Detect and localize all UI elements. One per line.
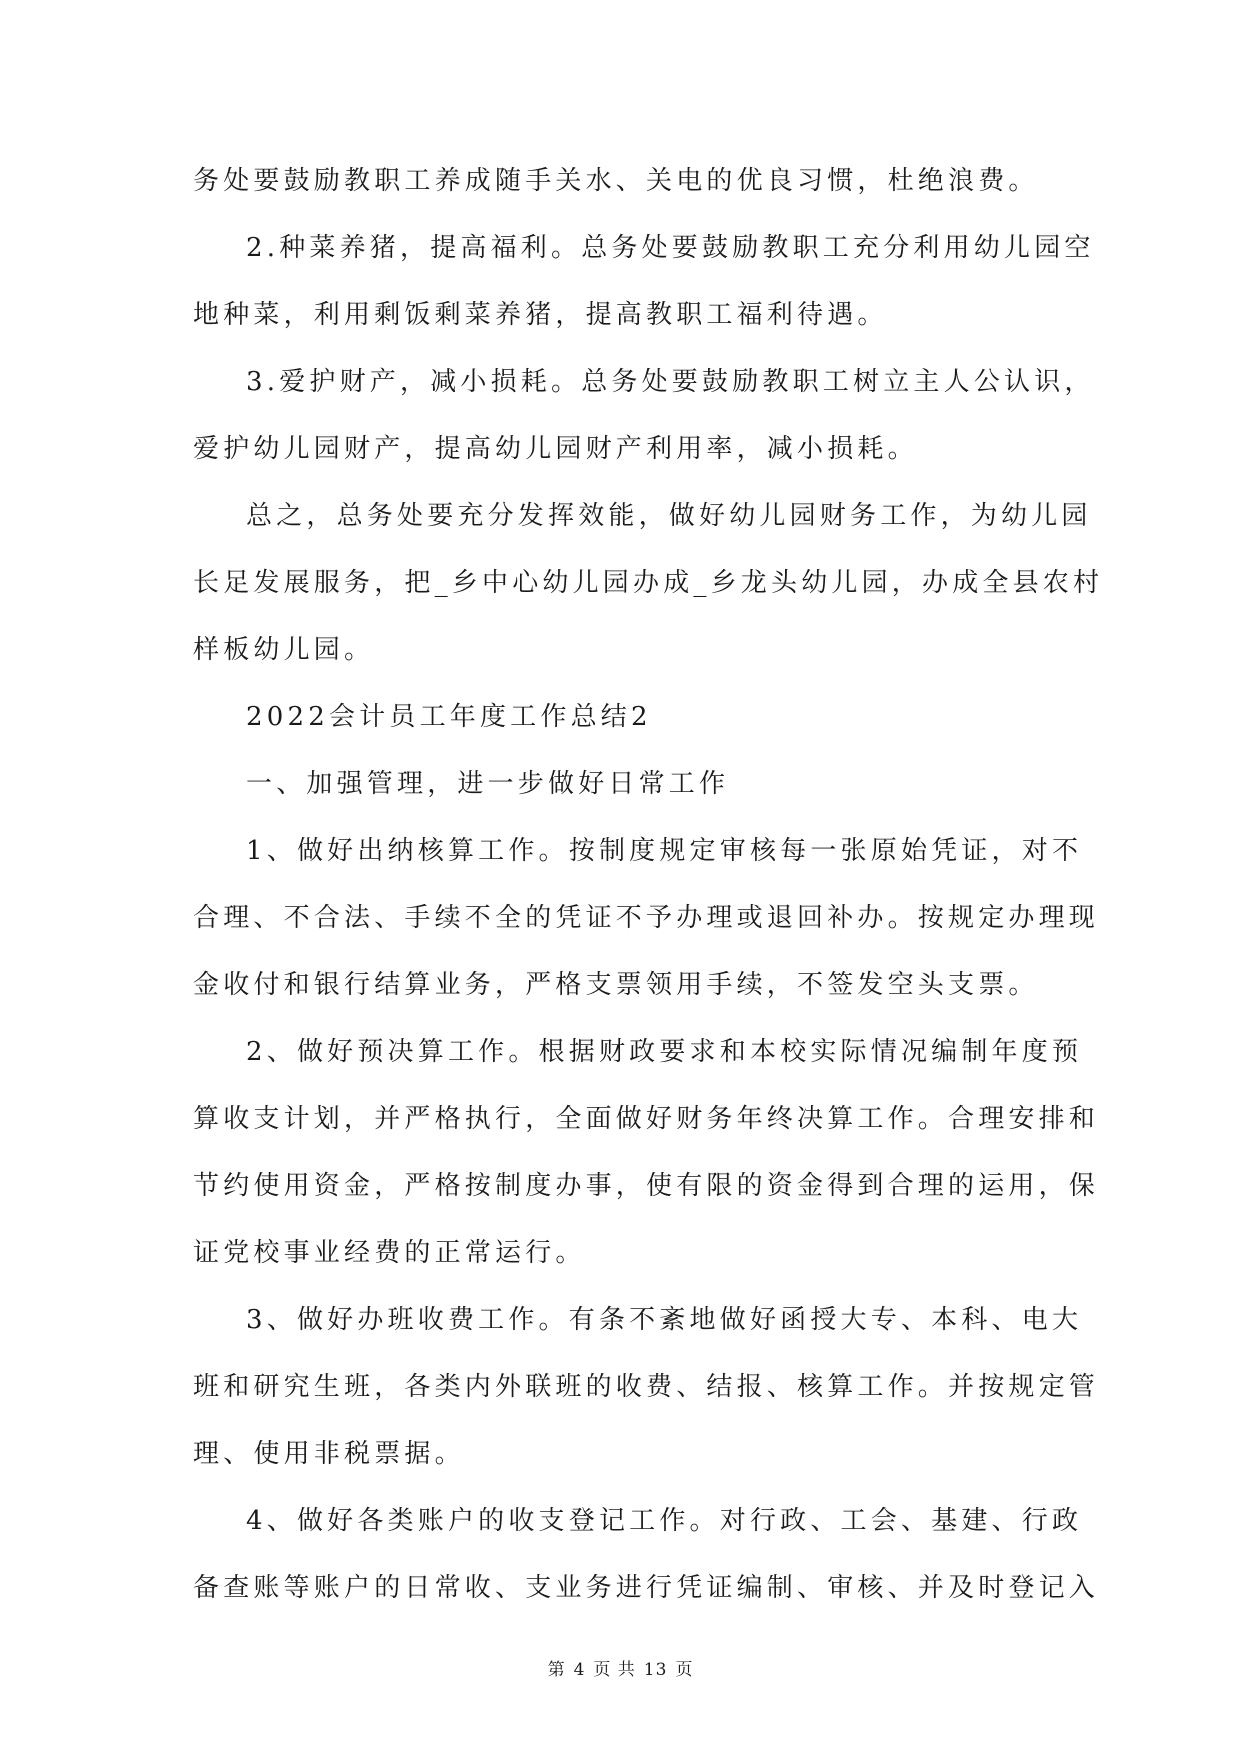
paragraph-line: 爱护幼儿园财产，提高幼儿园财产利用率，减小损耗。	[193, 434, 918, 464]
paragraph-line: 总之，总务处要充分发挥效能，做好幼儿园财务工作，为幼儿园	[246, 501, 1092, 531]
paragraph-line: 3、做好办班收费工作。有条不紊地做好函授大专、本科、电大	[246, 1305, 1083, 1335]
paragraph-line: 金收付和银行结算业务，严格支票领用手续，不签发空头支票。	[193, 970, 1039, 1000]
paragraph-line: 合理、不合法、手续不全的凭证不予办理或退回补办。按规定办理现	[193, 903, 1100, 933]
footer-prefix: 第	[547, 1660, 566, 1680]
paragraph-line: 2、做好预决算工作。根据财政要求和本校实际情况编制年度预	[246, 1037, 1083, 1067]
paragraph-line: 备查账等账户的日常收、支业务进行凭证编制、审核、并及时登记入	[193, 1573, 1100, 1603]
paragraph-line: 长足发展服务，把_乡中心幼儿园办成_乡龙头幼儿园，办成全县农村	[193, 568, 1104, 598]
paragraph-line: 样板幼儿园。	[193, 635, 375, 665]
page-number: 4	[573, 1660, 586, 1680]
paragraph-line: 2.种菜养猪，提高福利。总务处要鼓励教职工充分利用幼儿园空	[246, 233, 1095, 263]
footer-mid: 页 共	[593, 1660, 636, 1680]
paragraph-line: 节约使用资金，严格按制度办事，使有限的资金得到合理的运用，保	[193, 1171, 1100, 1201]
page-total: 13	[643, 1660, 668, 1680]
paragraph-line: 1、做好出纳核算工作。按制度规定审核每一张原始凭证，对不	[246, 836, 1083, 866]
section-heading: 一、加强管理，进一步做好日常工作	[246, 769, 730, 799]
footer-suffix: 页	[675, 1660, 694, 1680]
document-body	[193, 148, 1104, 1622]
section-title: 2022会计员工年度工作总结2	[246, 702, 652, 732]
paragraph-line: 3.爱护财产，减小损耗。总务处要鼓励教职工树立主人公认识，	[246, 367, 1095, 397]
paragraph-line: 算收支计划，并严格执行，全面做好财务年终决算工作。合理安排和	[193, 1104, 1100, 1134]
paragraph-line: 务处要鼓励教职工养成随手关水、关电的优良习惯，杜绝浪费。	[193, 166, 1039, 196]
page-footer	[0, 1655, 1241, 1680]
paragraph-line: 地种菜，利用剩饭剩菜养猪，提高教职工福利待遇。	[193, 300, 888, 330]
paragraph-line: 4、做好各类账户的收支登记工作。对行政、工会、基建、行政	[246, 1506, 1083, 1536]
paragraph-line: 证党校事业经费的正常运行。	[193, 1238, 586, 1268]
paragraph-line: 理、使用非税票据。	[193, 1439, 465, 1469]
paragraph-line: 班和研究生班，各类内外联班的收费、结报、核算工作。并按规定管	[193, 1372, 1100, 1402]
